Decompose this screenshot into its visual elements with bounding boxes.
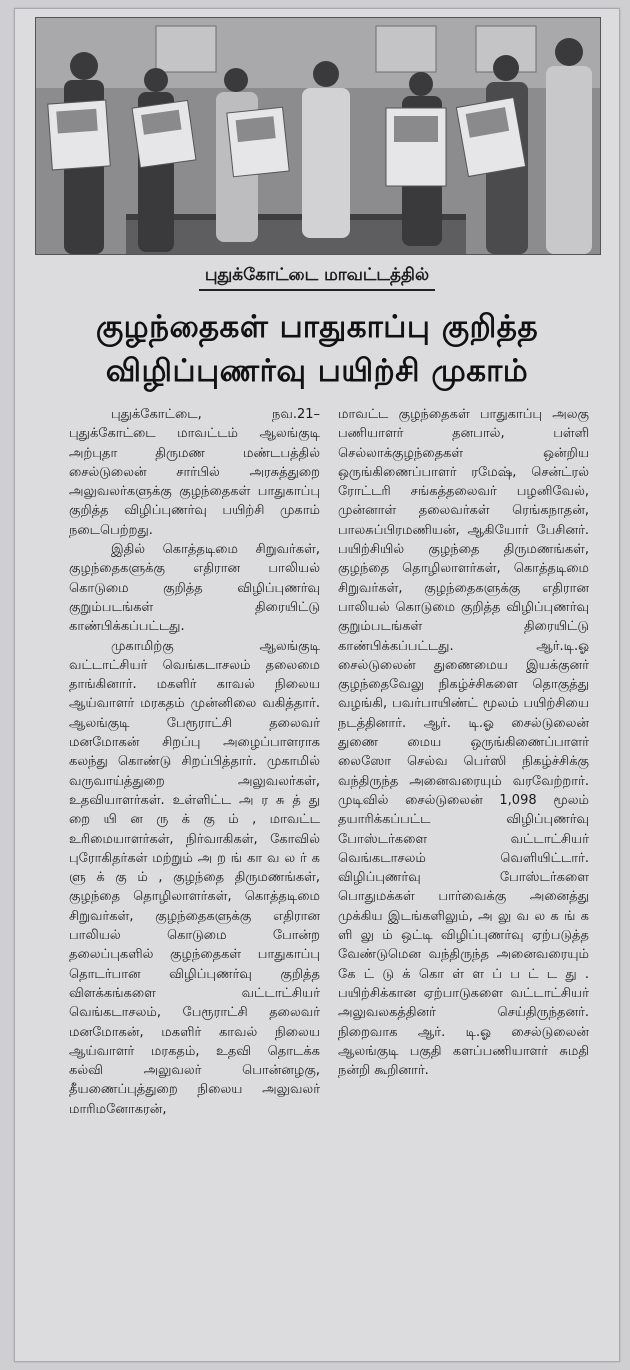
- photo-illustration: [36, 18, 600, 254]
- headline: [15, 305, 619, 393]
- paragraph: புதுக்கோட்டை, நவ.21– புதுக்கோட்டை மாவட்டம் ஆலங்குடி அற்புதா திருமண மண்டபத்தில் சைல்டுலைன் சார்பில் அரசுத்துறை அலுவலர்களுக்கு குழந்தைகள் பாதுகாப்பு குறித்த விழிப்புணர்வு பயிற்சி முகாம் நடைபெற்றது.: [69, 407, 320, 538]
- article-body: [69, 405, 589, 1357]
- news-photo: [35, 17, 601, 255]
- kicker-text: புதுக்கோட்டை மாவட்டத்தில்: [199, 265, 435, 291]
- article-column-1: [69, 405, 320, 1357]
- headline-line-2: விழிப்புணர்வு பயிற்சி முகாம்: [105, 353, 529, 389]
- paragraph: மாவட்ட குழந்தைகள் பாதுகாப்பு அலகு பணியாளர் தனபால், பள்ளி செல்லாக்குழந்தைகள் ஒன்றிய ஒருங்கிணைப்பாளர் ரமேஷ், சென்ட்ரல் ரோட்டரி சங்கத்தலைவர் பழனிவேல், முன்னாள் தலைவர்கள் ரெங்கநாதன், பாலசுப்பிரமணியன், ஆகியோர் பேசினர். பயிற்சியில் குழந்தை திருமணங்கள், குழந்தை தொழிலாளர்கள், கொத்தடிமை சிறுவர்கள், குழந்தைகளுக்கு எதிரான பாலியல் கொடுமை குறித்த விழிப்புணர்வு குறும்படங்கள் திரையிட்டு காண்பிக்கப்பட்டது. ஆர்.டி.ஓ சைல்டுலைன் துணைமைய இயக்குனர் குழந்தைவேலு நிகழ்ச்சிகளை தொகுத்து வழங்கி, பவர்பாயிண்ட் மூலம் பயிற்சியை நடத்தினார். ஆர். டி.ஓ சைல்டுலைன் துணை மைய ஒருங்கிணைப்பாளர் லைஸோ செல்வ பெர்ஸி நிகழ்ச்சிக்கு வந்திருந்த அனைவரையும் வரவேற்றார். முடிவில் சைல்டுலைன் 1,098 மூலம் தயாரிக்கப்பட்ட விழிப்புணர்வு போஸ்டர்களை வட்டாட்சியர் வெங்கடாசலம் வெளியிட்டார். விழிப்புணர்வு போஸ்டர்களை பொதுமக்கள் பார்வைக்கு அனைத்து முக்கிய இடங்களிலும், அ லு வ ல க ங் க ளி லு ம் ஒட்டி விழிப்புணர்வு ஏற்படுத்த வேண்டுமென வந்திருந்த அனைவரையும் கே ட் டு க் கொ ள் ள ப் ப ட் ட து . பயிற்சிக்கான ஏற்பாடுகளை வட்டாட்சியர் அலுவலகத்தினர் செய்திருந்தனர். நிறைவாக ஆர். டி.ஓ சைல்டுலைன் ஆலங்குடி பகுதி களப்பணியாளர் சுமதி நன்றி கூறினார்.: [338, 407, 589, 1079]
- newspaper-clipping: [14, 8, 620, 1362]
- paragraph: இதில் கொத்தடிமை சிறுவர்கள், குழந்தைகளுக்கு எதிரான பாலியல் கொடுமை குறித்த விழிப்புணர்வு குறும்படங்கள் திரையிட்டு காண்பிக்கப்பட்டது.: [69, 542, 320, 635]
- paragraph: முகாமிற்கு ஆலங்குடி வட்டாட்சியர் வெங்கடாசலம் தலைமை தாங்கினார். மகளிர் காவல் நிலைய ஆய்வாளர் மரகதம் முன்னிலை வகித்தார். ஆலங்குடி பேரூராட்சி தலைவர் மனமோகன் சிறப்பு அழைப்பாளராக கலந்து கொண்டு சிறப்பித்தார். முகாமில் வருவாய்த்துறை அலுவலர்கள், உதவியாளர்கள். உள்ளிட்ட அ ர சு த் து றை யி ன ரு க் கு ம் , மாவட்ட உரிமையாளர்கள், நிர்வாகிகள், கோவில் புரோகிதர்கள் மற்றும் அ ற ங் கா வ ல ர் க ளு க் கு ம் , குழந்தை திருமணங்கள், குழந்தை தொழிலாளர்கள், கொத்தடிமை சிறுவர்கள், குழந்தைகளுக்கு எதிரான பாலியல் கொடுமை போன்ற தலைப்புகளில் குழந்தைகள் பாதுகாப்பு தொடர்பான விழிப்புணர்வு குறித்த விளக்கங்களை வட்டாட்சியர் வெங்கடாசலம், பேரூராட்சி தலைவர் மனமோகன், மகளிர் காவல் நிலைய ஆய்வாளர் மரகதம், உதவி தொடக்க கல்வி அலுவலர் பொன்னழகு, தீயணைப்புத்துறை நிலைய அலுவலர் மாரிமனோகரன்,: [69, 638, 320, 1117]
- headline-line-1: குழந்தைகள் பாதுகாப்பு குறித்த: [95, 309, 539, 345]
- kicker: [15, 265, 619, 291]
- article-column-2: [338, 405, 589, 1357]
